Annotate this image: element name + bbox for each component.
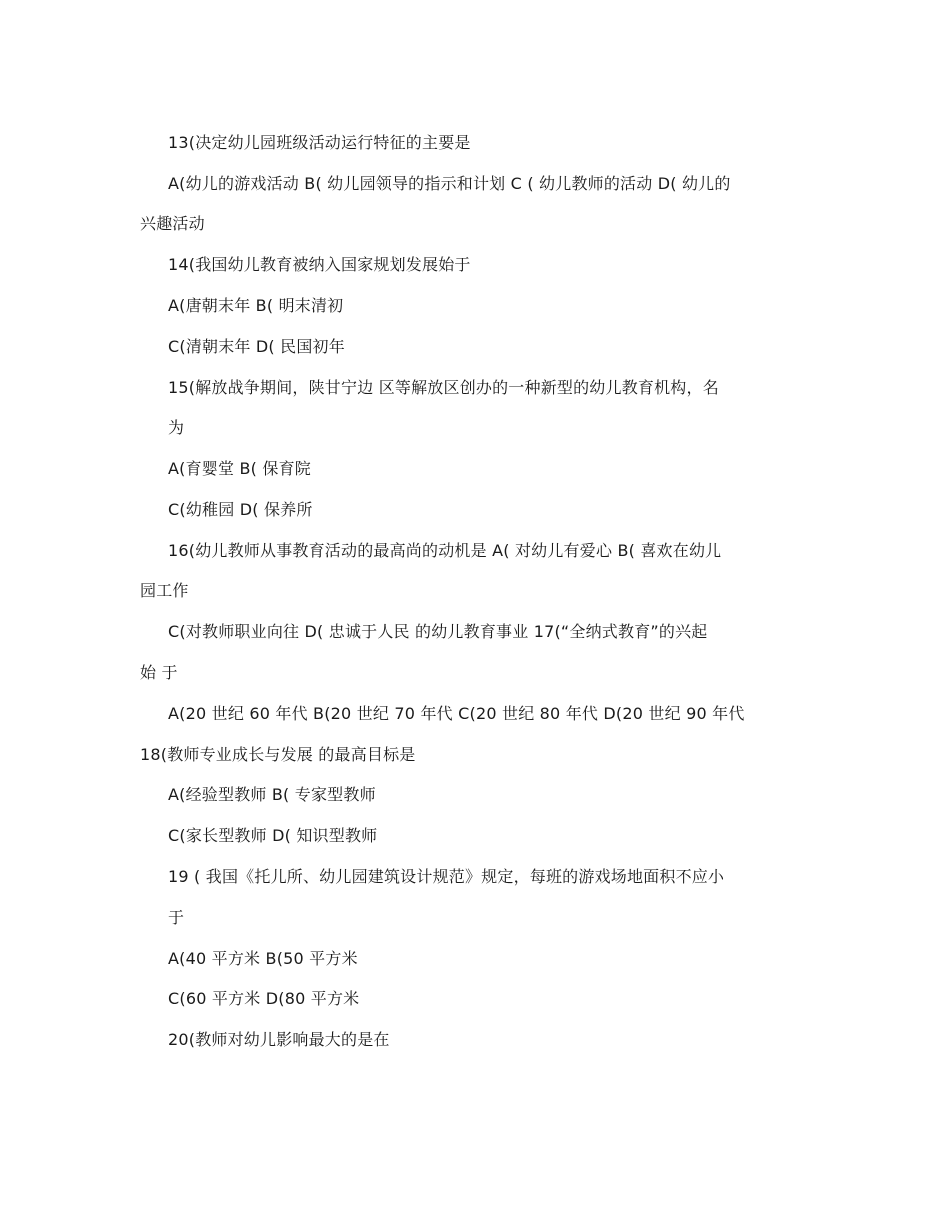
question-19-stem: 19 ( 我国《托儿所、幼儿园建筑设计规范》规定，每班的游戏场地面积不应小 <box>168 867 725 886</box>
question-13-stem: 13(决定幼儿园班级活动运行特征的主要是 <box>168 133 471 152</box>
question-18-stem: 18(教师专业成长与发展 的最高目标是 <box>140 745 416 764</box>
question-13-options-cont: 兴趣活动 <box>140 214 205 233</box>
question-15-stem: 15(解放战争期间，陕甘宁边 区等解放区创办的一种新型的幼儿教育机构，名 <box>168 378 719 397</box>
question-15-stem-cont: 为 <box>168 418 185 437</box>
question-15-options-ab: A(育婴堂 B( 保育院 <box>168 459 311 478</box>
question-18-options-ab: A(经验型教师 B( 专家型教师 <box>168 785 376 804</box>
question-18-options-cd: C(家长型教师 D( 知识型教师 <box>168 826 378 845</box>
question-15-options-cd: C(幼稚园 D( 保养所 <box>168 500 313 519</box>
question-17-stem-cont: 始 于 <box>140 663 178 682</box>
question-19-stem-cont: 于 <box>168 908 185 927</box>
question-19-options-cd: C(60 平方米 D(80 平方米 <box>168 989 360 1008</box>
question-17-options: A(20 世纪 60 年代 B(20 世纪 70 年代 C(20 世纪 80 年代 D(20 世纪 90 年代 <box>168 704 745 723</box>
question-16-options-cd-q17: C(对教师职业向往 D( 忠诚于人民 的幼儿教育事业 17(“全纳式教育”的兴起 <box>168 622 708 641</box>
question-19-options-ab: A(40 平方米 B(50 平方米 <box>168 949 358 968</box>
question-16-stem-cont: 园工作 <box>140 581 189 600</box>
question-20-stem: 20(教师对幼儿影响最大的是在 <box>168 1030 390 1049</box>
question-14-options-ab: A(唐朝末年 B( 明末清初 <box>168 296 344 315</box>
question-14-stem: 14(我国幼儿教育被纳入国家规划发展始于 <box>168 255 471 274</box>
question-16-stem: 16(幼儿教师从事教育活动的最高尚的动机是 A( 对幼儿有爱心 B( 喜欢在幼儿 <box>168 541 722 560</box>
question-14-options-cd: C(清朝末年 D( 民国初年 <box>168 337 345 356</box>
question-13-options: A(幼儿的游戏活动 B( 幼儿园领导的指示和计划 C ( 幼儿教师的活动 D( 幼儿的 <box>168 174 731 193</box>
